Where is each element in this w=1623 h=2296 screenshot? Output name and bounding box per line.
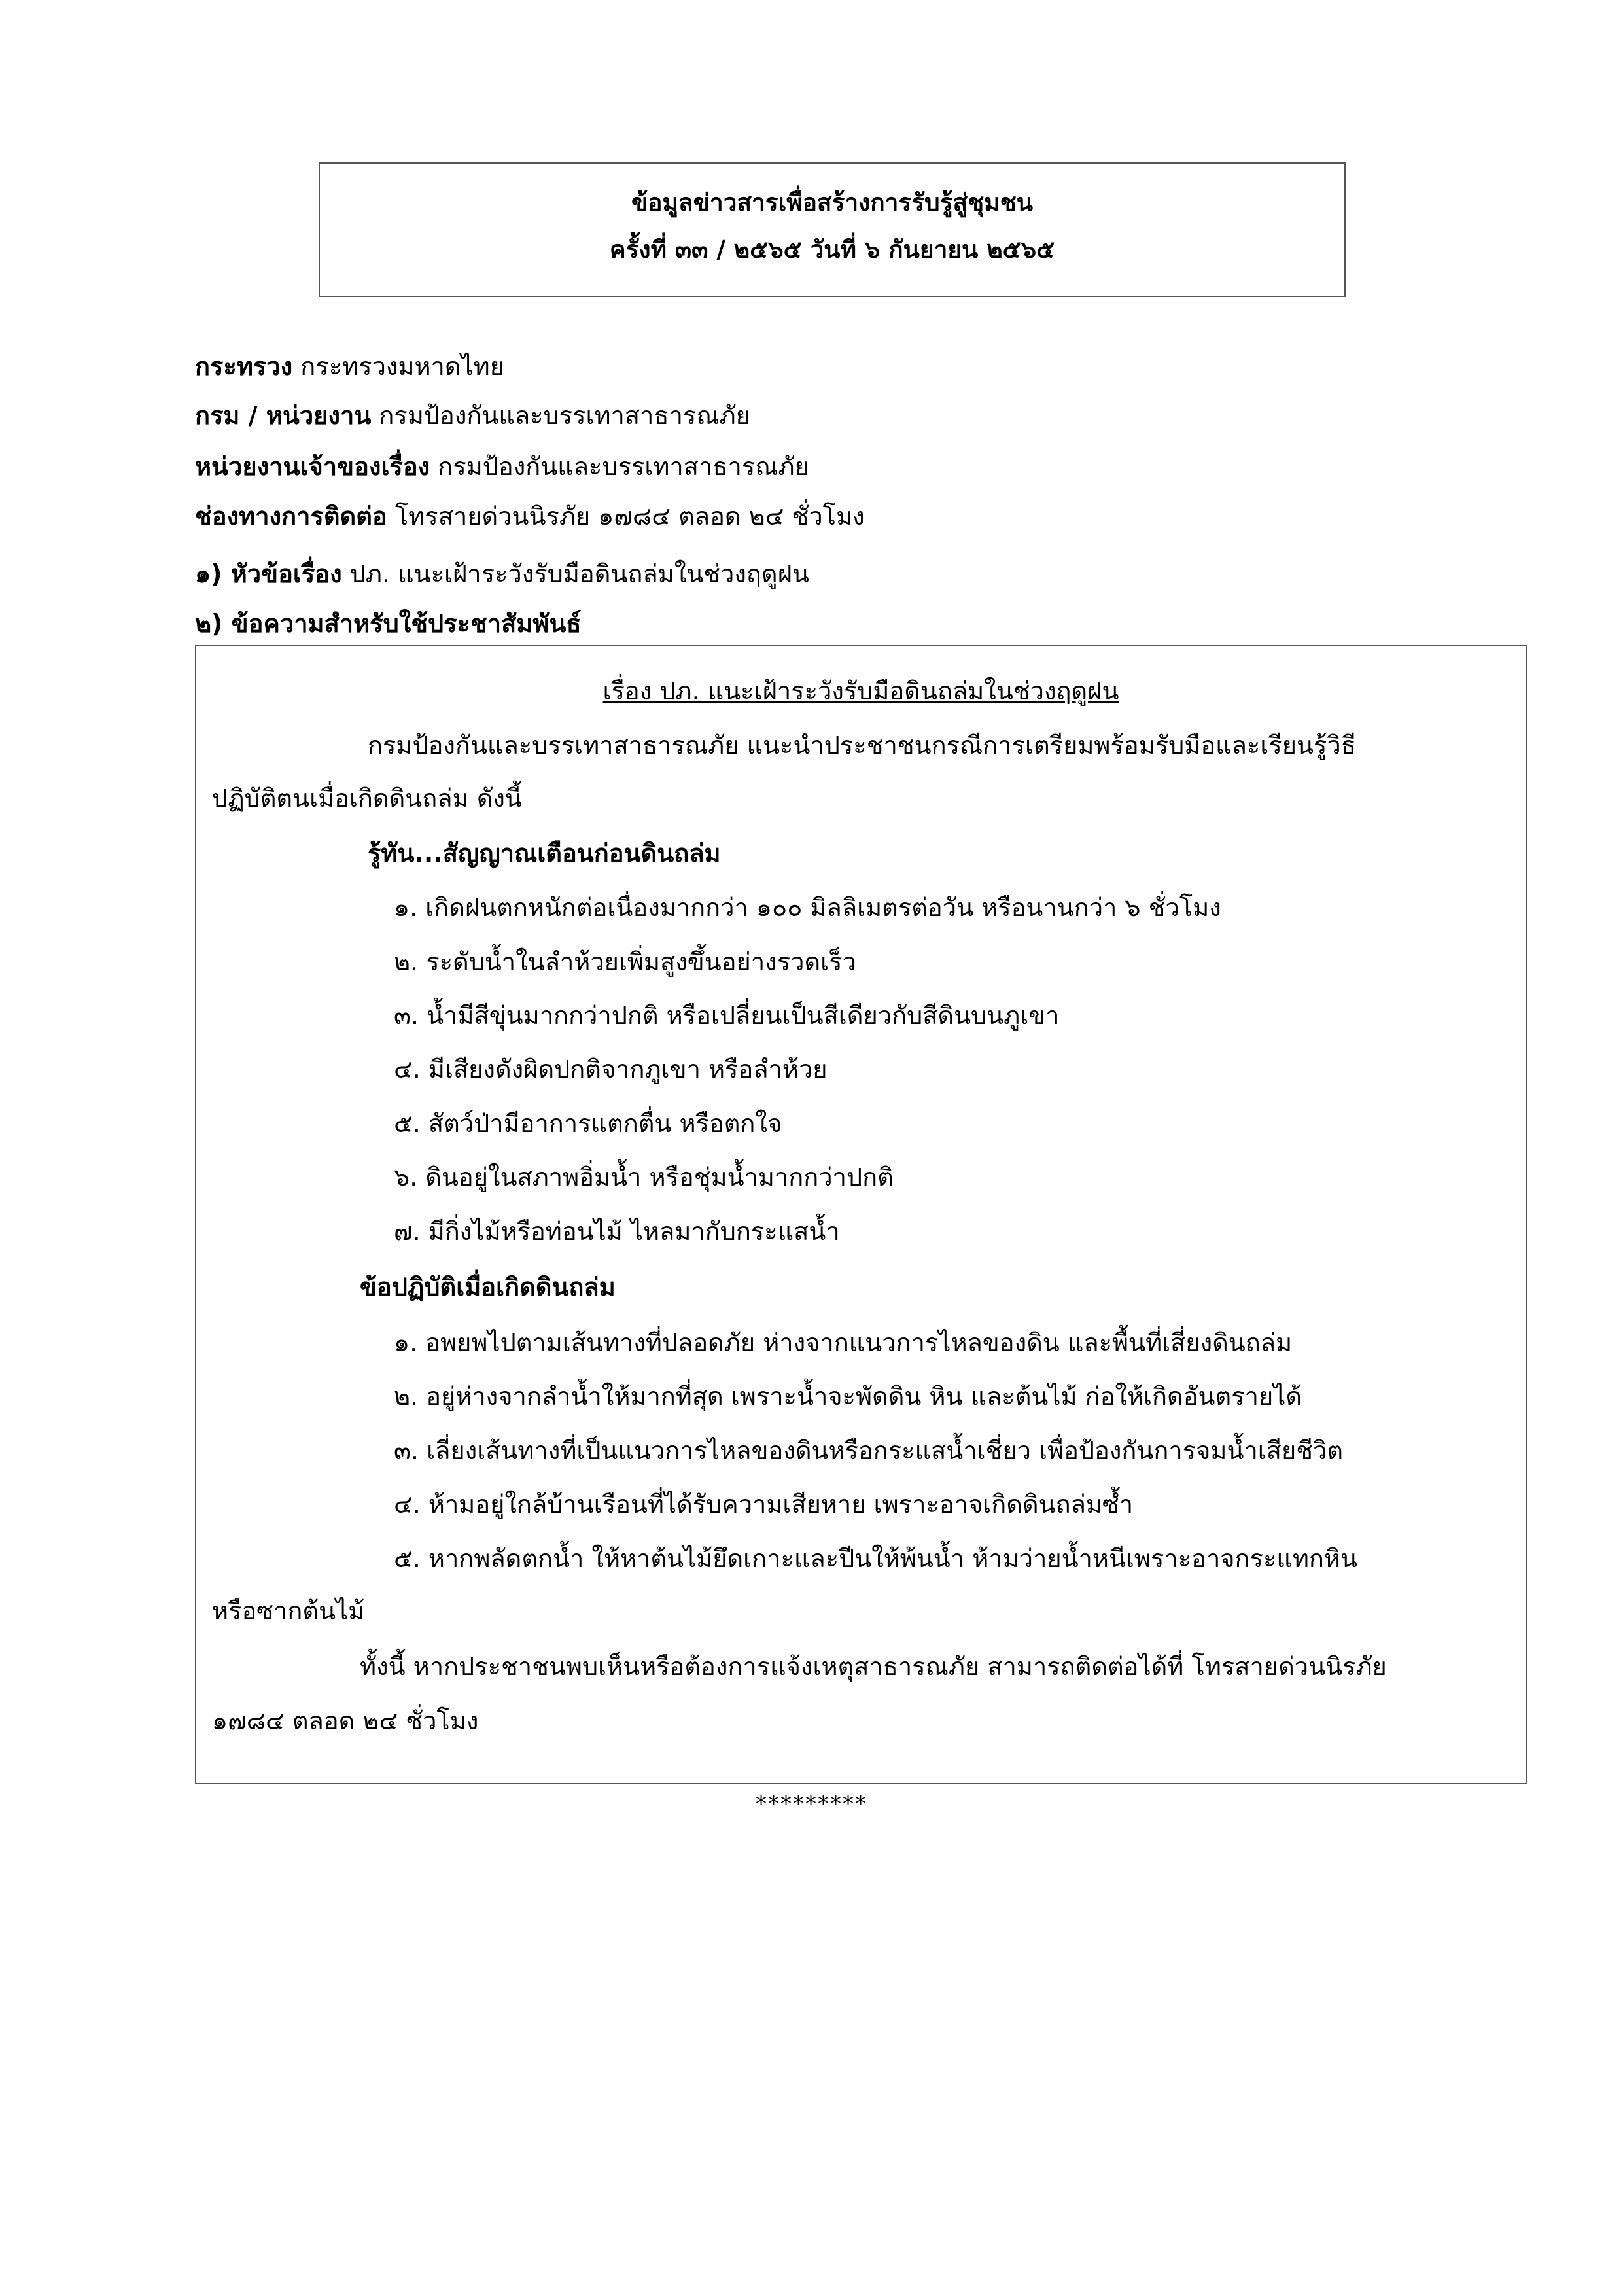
owner-value: กรมป้องกันและบรรเทาสาธารณภัย <box>438 452 809 481</box>
topic-value: ปภ. แนะเฝ้าระวังรับมือดินถล่มในช่วงฤดูฝน <box>349 559 809 588</box>
pr-heading-line <box>195 607 582 640</box>
ministry-line <box>195 350 504 383</box>
title-box <box>319 162 1346 297</box>
department-label: กรม / หน่วยงาน <box>195 401 372 430</box>
warning-item: ๑. เกิดฝนตกหนักต่อเนื่องมากกว่า ๑๐๐ มิลลิเมตรต่อวัน หรือนานกว่า ๖ ชั่วโมง <box>394 893 1221 922</box>
action-item: ๓. เลี่ยงเส้นทางที่เป็นแนวการไหลของดินหรือกระแสน้ำเชี่ยว เพื่อป้องกันการจมน้ำเสียชีวิต <box>394 1436 1344 1465</box>
warning-item: ๔. มีเสียงดังผิดปกติจากภูเขา หรือลำห้วย <box>394 1055 828 1084</box>
topic-label: ๑) หัวข้อเรื่อง <box>195 559 342 588</box>
closing-paragraph-line-2: ๑๗๘๔ ตลอด ๒๔ ชั่วโมง <box>212 1706 479 1735</box>
action-item: ๒. อยู่ห่างจากลำน้ำให้มากที่สุด เพราะน้ำจะพัดดิน หิน และต้นไม้ ก่อให้เกิดอันตรายได้ <box>394 1382 1302 1411</box>
department-line <box>195 399 750 432</box>
contact-line <box>195 500 865 533</box>
owner-line <box>195 450 809 483</box>
closing-paragraph-line-1: ทั้งนี้ หากประชาชนพบเห็นหรือต้องการแจ้งเหตุสาธารณภัย สามารถติดต่อได้ที่ โทรสายด่วนนิรภัย <box>360 1652 1387 1681</box>
warning-item: ๒. ระดับน้ำในลำห้วยเพิ่มสูงขึ้นอย่างรวดเร็ว <box>394 947 856 976</box>
warning-item: ๓. น้ำมีสีขุ่นมากกว่าปกติ หรือเปลี่ยนเป็นสีเดียวกับสีดินบนภูเขา <box>394 1001 1060 1030</box>
warning-item: ๗. มีกิ่งไม้หรือท่อนไม้ ไหลมากับกระแสน้ำ <box>394 1217 840 1246</box>
contact-label: ช่องทางการติดต่อ <box>195 502 387 531</box>
pr-label: ๒) ข้อความสำหรับใช้ประชาสัมพันธ์ <box>195 609 582 638</box>
actions-heading: ข้อปฏิบัติเมื่อเกิดดินถล่ม <box>360 1273 616 1301</box>
contact-value: โทรสายด่วนนิรภัย ๑๗๘๔ ตลอด ๒๔ ชั่วโมง <box>394 502 865 531</box>
ministry-label: กระทรวง <box>195 352 293 381</box>
document-title: ข้อมูลข่าวสารเพื่อสร้างการรับรู้สู่ชุมชน <box>631 188 1033 217</box>
action-item: ๕. หากพลัดตกน้ำ ให้หาต้นไม้ยึดเกาะและปีนให้พ้นน้ำ ห้ามว่ายน้ำหนีเพราะอาจกระแทกหิน <box>394 1544 1357 1573</box>
owner-label: หน่วยงานเจ้าของเรื่อง <box>195 452 430 481</box>
intro-paragraph-line-2: ปฏิบัติตนเมื่อเกิดดินถล่ม ดังนี้ <box>212 784 522 813</box>
warning-item: ๖. ดินอยู่ในสภาพอิ่มน้ำ หรือชุ่มน้ำมากกว่าปกติ <box>394 1163 894 1192</box>
action-item: ๔. ห้ามอยู่ใกล้บ้านเรือนที่ได้รับความเสียหาย เพราะอาจเกิดดินถล่มซ้ำ <box>394 1490 1134 1519</box>
warning-signs-heading: รู้ทัน...สัญญาณเตือนก่อนดินถล่ม <box>368 839 721 868</box>
topic-line <box>195 557 809 590</box>
end-marker: ********* <box>756 1791 867 1817</box>
action-item: ๑. อพยพไปตามเส้นทางที่ปลอดภัย ห่างจากแนวการไหลของดิน และพื้นที่เสี่ยงดินถล่ม <box>394 1328 1293 1357</box>
document-issue-date: ครั้งที่ ๓๓ / ๒๕๖๕ วันที่ ๖ กันยายน ๒๕๖๕ <box>609 236 1055 264</box>
intro-paragraph-line-1: กรมป้องกันและบรรเทาสาธารณภัย แนะนำประชาชนกรณีการเตรียมพร้อมรับมือและเรียนรู้วิธี <box>368 731 1356 760</box>
ministry-value: กระทรวงมหาดไทย <box>300 352 504 381</box>
action-item-continuation: หรือซากต้นไม้ <box>212 1597 365 1625</box>
department-value: กรมป้องกันและบรรเทาสาธารณภัย <box>379 401 750 430</box>
warning-item: ๕. สัตว์ป่ามีอาการแตกตื่น หรือตกใจ <box>394 1109 782 1138</box>
article-title: เรื่อง ปภ. แนะเฝ้าระวังรับมือดินถล่มในช่วงฤดูฝน <box>602 677 1119 705</box>
press-release-box <box>195 645 1527 1784</box>
